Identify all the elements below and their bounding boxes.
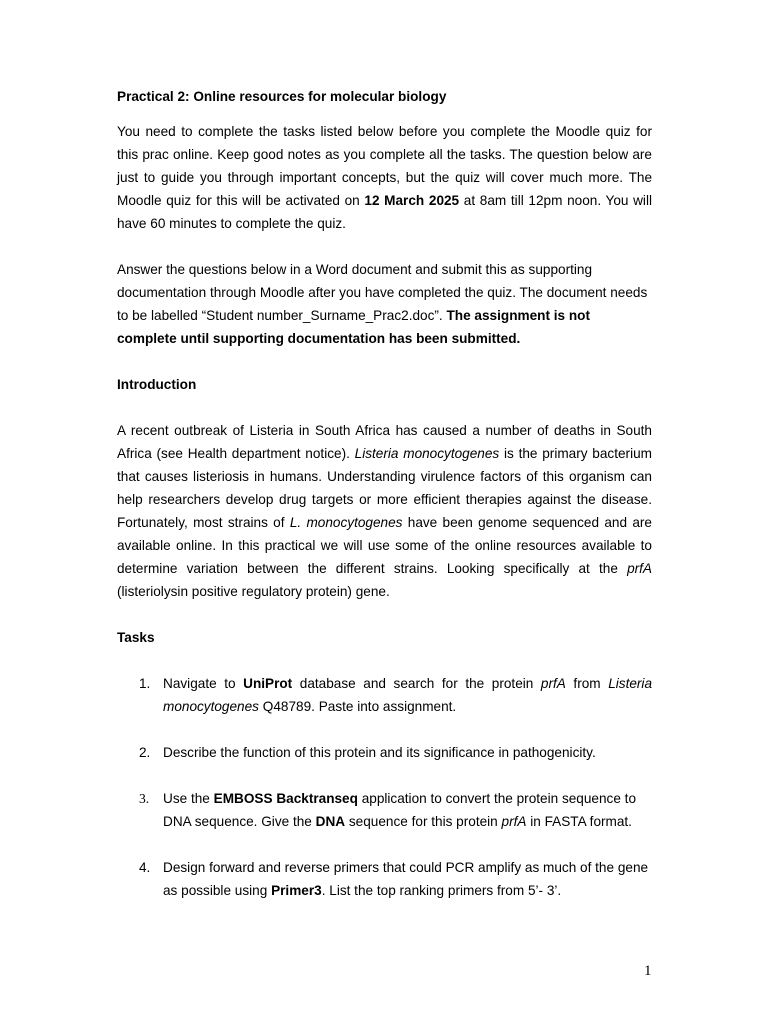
- task-item-3: [117, 787, 652, 833]
- instructions-text-end: at 8am till 12pm noon. You will have 60 minutes to complete the quiz.: [117, 193, 652, 231]
- species-name: Listeria monocytogenes: [163, 676, 653, 714]
- task-text: from: [565, 676, 609, 691]
- task-number: 4.: [139, 860, 151, 875]
- intro-text-4: (listeriolysin positive regulatory protein) gene.: [117, 584, 390, 599]
- uniprot-name: UniProt: [243, 676, 293, 691]
- task-number: 2.: [139, 745, 151, 760]
- gene-name: prfA: [627, 561, 652, 576]
- task-text: application to convert the protein sequence to DNA sequence. Give the: [163, 791, 637, 829]
- document-body: [117, 85, 652, 925]
- task-item-1: [117, 672, 652, 718]
- task-text: database and search for the protein: [292, 676, 541, 691]
- quiz-date: 12 March 2025: [364, 193, 460, 208]
- task-text: Navigate to: [163, 676, 244, 691]
- submission-warning: The assignment is not complete until supporting documentation has been submitted.: [117, 308, 590, 346]
- task-text: Design forward and reverse primers that could PCR amplify as much of the gene as possible using: [163, 860, 649, 898]
- task-text: Use the: [163, 791, 214, 806]
- document-title: Practical 2: Online resources for molecular biology: [117, 89, 447, 104]
- task-number: 1.: [139, 676, 151, 691]
- task-list: [117, 672, 652, 902]
- task-item-4: [117, 856, 652, 902]
- task-text: sequence for this protein: [345, 814, 502, 829]
- intro-text-2: is the primary bacterium that causes listeriosis in humans. Understanding virulence factors of this organism can help researchers develop drug targets or more efficient therapies against the disease. Fortunately, most strains of: [117, 446, 652, 530]
- intro-text-3: have been genome sequenced and are available online. In this practical we will use some of the online resources available to determine variation between the different strains. Looking specifically at the: [117, 515, 652, 576]
- page-number: 1: [644, 963, 652, 979]
- protein-name: prfA: [540, 676, 566, 691]
- instructions-paragraph: [117, 120, 652, 235]
- species-abbrev: L. monocytogenes: [289, 515, 403, 530]
- introduction-heading: Introduction: [117, 377, 197, 392]
- submission-paragraph: [117, 258, 652, 350]
- task-number: 3.: [139, 791, 150, 806]
- species-name: Listeria monocytogenes: [354, 446, 500, 461]
- intro-text-1: A recent outbreak of Listeria in South Africa has caused a number of deaths in South Africa (see Health department notice).: [117, 423, 652, 461]
- task-text: in FASTA format.: [526, 814, 632, 829]
- instructions-text: You need to complete the tasks listed below before you complete the Moodle quiz for this prac online. Keep good notes as you complete all the tasks. The question below are just to guide you through important concepts, but the quiz will cover much more. The Moodle quiz for this will be activated on: [117, 124, 652, 208]
- gene-name: prfA: [501, 814, 527, 829]
- submission-text: Answer the questions below in a Word document and submit this as supporting documentation through Moodle after you have completed the quiz. The document needs to be labelled “Student number_Surname_Prac2.doc”.: [117, 262, 648, 323]
- task-text: . List the top ranking primers from 5’- 3’.: [321, 883, 562, 898]
- task-item-2: [117, 741, 652, 764]
- introduction-paragraph: [117, 419, 652, 603]
- tasks-heading: Tasks: [117, 630, 155, 645]
- emboss-name: EMBOSS Backtranseq: [213, 791, 358, 806]
- dna-label: DNA: [315, 814, 346, 829]
- primer3-name: Primer3: [271, 883, 322, 898]
- task-text: Q48789. Paste into assignment.: [258, 699, 457, 714]
- task-text: Describe the function of this protein and its significance in pathogenicity.: [163, 745, 596, 760]
